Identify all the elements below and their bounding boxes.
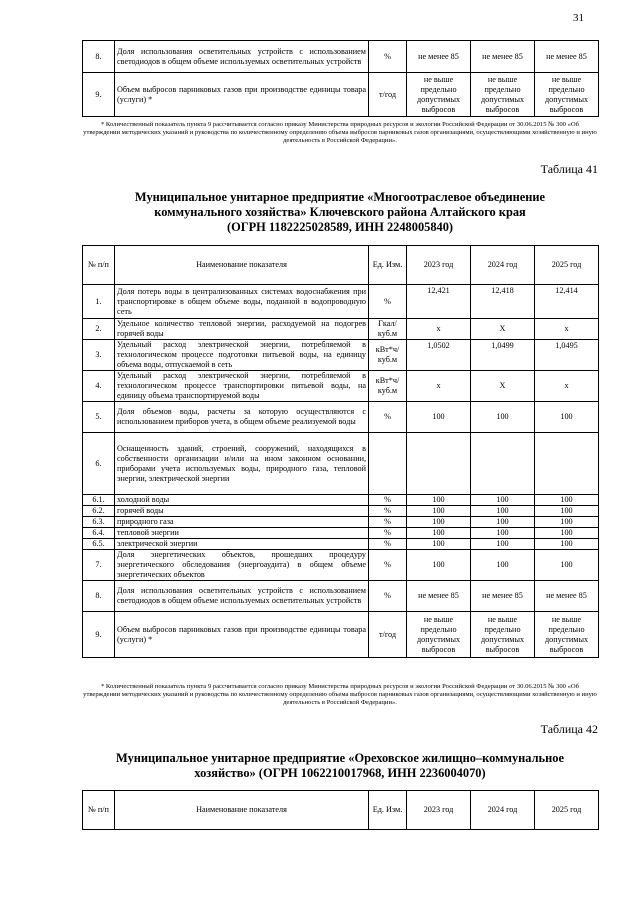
indicator-name: Доля энергетических объектов, прошедших процедуру энергетического обследования (энергоаудита) в общем объеме энергетических объектов: [115, 550, 369, 581]
unit-cell: т/год: [369, 612, 407, 658]
value-2024: 100: [471, 539, 535, 550]
row-number: 2.: [83, 319, 115, 340]
row-number: 6.4.: [83, 528, 115, 539]
table-41-title-line-2: коммунального хозяйства» Ключевского района Алтайского края: [154, 205, 526, 219]
table-41-label: Таблица 41: [540, 162, 598, 176]
row-number: 6.1.: [83, 495, 115, 506]
row-number: 6.2.: [83, 506, 115, 517]
row-number: 4.: [83, 371, 115, 402]
value-2025: не выше предельно допустимых выбросов: [535, 73, 599, 117]
table-row: [83, 41, 599, 73]
value-2023: 100: [407, 528, 471, 539]
table-row: [83, 371, 599, 402]
header-2023: 2023 год: [407, 246, 471, 285]
indicator-name: Объем выбросов парниковых газов при производстве единицы товара (услуги) *: [115, 73, 369, 117]
value-2025: 1,0495: [535, 340, 599, 371]
page-number: 31: [573, 12, 584, 24]
row-number: 3.: [83, 340, 115, 371]
value-2025: 100: [535, 506, 599, 517]
table-row: [83, 285, 599, 319]
table-row: [83, 495, 599, 506]
unit-cell: кВт*ч/ куб.м: [369, 340, 407, 371]
header-name: Наименование показателя: [115, 791, 369, 830]
value-2023: 100: [407, 539, 471, 550]
row-number: 6.: [83, 433, 115, 495]
row-number: 6.3.: [83, 517, 115, 528]
indicator-name: Удельное количество тепловой энергии, расходуемой на подогрев горячей воды: [115, 319, 369, 340]
row-number: 9.: [83, 73, 115, 117]
indicator-name: горячей воды: [115, 506, 369, 517]
table-42-title: [82, 751, 598, 781]
value-2023: 100: [407, 402, 471, 433]
header-name: Наименование показателя: [115, 246, 369, 285]
unit-cell: [369, 433, 407, 495]
indicator-name: Доля использования осветительных устройств с использованием светодиодов в общем объеме используемых осветительных устройств: [115, 581, 369, 612]
value-2024: [471, 433, 535, 495]
indicator-name: Доля объемов воды, расчеты за которую осуществляются с использованием приборов учета, в общем объеме реализуемой воды: [115, 402, 369, 433]
indicator-name: Оснащенность зданий, строений, сооружений, находящихся в собственности организации и/или на ином законном основании, приборами учета используемых воды, природного газа, тепловой энергии, электрической энергии: [115, 433, 369, 495]
header-2025: 2025 год: [535, 791, 599, 830]
header-2024: 2024 год: [471, 791, 535, 830]
value-2024: 100: [471, 528, 535, 539]
header-2024: 2024 год: [471, 246, 535, 285]
value-2023: 1,0502: [407, 340, 471, 371]
table-42-label: Таблица 42: [540, 722, 598, 736]
value-2025: 100: [535, 495, 599, 506]
value-2025: [535, 433, 599, 495]
table-row: [83, 528, 599, 539]
header-num: № п/п: [83, 246, 115, 285]
unit-cell: %: [369, 517, 407, 528]
value-2025: x: [535, 319, 599, 340]
value-2023: 100: [407, 550, 471, 581]
table-42-header-row: [83, 791, 599, 830]
value-2023: не выше предельно допустимых выбросов: [407, 612, 471, 658]
table-row: [83, 433, 599, 495]
unit-cell: %: [369, 41, 407, 73]
unit-cell: %: [369, 495, 407, 506]
row-number: 8.: [83, 581, 115, 612]
row-number: 7.: [83, 550, 115, 581]
value-2024: не менее 85: [471, 581, 535, 612]
value-2024: X: [471, 319, 535, 340]
row-number: 5.: [83, 402, 115, 433]
value-2024: не менее 85: [471, 41, 535, 73]
unit-cell: %: [369, 285, 407, 319]
table-row: [83, 319, 599, 340]
header-unit: Ед. Изм.: [369, 246, 407, 285]
value-2023: 100: [407, 495, 471, 506]
table-41-title-line-3: (ОГРН 1182225028589, ИНН 2248005840): [226, 220, 454, 234]
header-unit: Ед. Изм.: [369, 791, 407, 830]
value-2024: 100: [471, 495, 535, 506]
value-2024: X: [471, 371, 535, 402]
indicator-name: электрической энергии: [115, 539, 369, 550]
value-2025: 100: [535, 528, 599, 539]
indicator-name: тепловой энергии: [115, 528, 369, 539]
value-2025: не менее 85: [535, 581, 599, 612]
value-2023: 100: [407, 517, 471, 528]
unit-cell: %: [369, 550, 407, 581]
top-continuation-table: [82, 40, 599, 117]
indicator-name: холодной воды: [115, 495, 369, 506]
value-2024: 100: [471, 506, 535, 517]
value-2024: 100: [471, 550, 535, 581]
table-row: [83, 506, 599, 517]
indicator-name: Доля потерь воды в централизованных системах водоснабжения при транспортировке в общем объеме воды, поданной в водопроводную сеть: [115, 285, 369, 319]
indicator-name: Объем выбросов парниковых газов при производстве единицы товара (услуги) *: [115, 612, 369, 658]
unit-cell: кВт*ч/ куб.м: [369, 371, 407, 402]
table-row: [83, 550, 599, 581]
unit-cell: %: [369, 528, 407, 539]
unit-cell: %: [369, 539, 407, 550]
row-number: 9.: [83, 612, 115, 658]
table-row: [83, 581, 599, 612]
header-2025: 2025 год: [535, 246, 599, 285]
value-2024: 1,0499: [471, 340, 535, 371]
header-num: № п/п: [83, 791, 115, 830]
value-2025: 100: [535, 517, 599, 528]
table-row: [83, 402, 599, 433]
indicator-name: Доля использования осветительных устройств с использованием светодиодов в общем объеме используемых осветительных устройств: [115, 41, 369, 73]
value-2024: 100: [471, 402, 535, 433]
table-41-title: [82, 190, 598, 235]
unit-cell: %: [369, 402, 407, 433]
row-number: 8.: [83, 41, 115, 73]
value-2024: не выше предельно допустимых выбросов: [471, 612, 535, 658]
table-row: [83, 73, 599, 117]
row-number: 6.5.: [83, 539, 115, 550]
indicator-name: природного газа: [115, 517, 369, 528]
unit-cell: %: [369, 581, 407, 612]
header-2023: 2023 год: [407, 791, 471, 830]
table-row: [83, 340, 599, 371]
value-2025: 100: [535, 539, 599, 550]
table-41-footnote: * Количественный показатель пункта 9 рассчитывается согласно приказу Министерства природных ресурсов и экологии Российской Федерации от 30.06.2015 № 300 «Об утверждении методических указаний и руководства по количественному определению объема выбросов парниковых газов организациями, осуществляющими хозяйственную и иную деятельность в Российской Федерации».: [83, 683, 597, 707]
value-2024: 100: [471, 517, 535, 528]
value-2024: 12,418: [471, 285, 535, 319]
value-2023: 12,421: [407, 285, 471, 319]
value-2023: не менее 85: [407, 41, 471, 73]
top-footnote: * Количественный показатель пункта 9 рассчитывается согласно приказу Министерства природных ресурсов и экологии Российской Федерации от 30.06.2015 № 300 «Об утверждении методических указаний и руководства по количественному определению объема выбросов парниковых газов организациями, осуществляющими хозяйственную и иную деятельность в Российской Федерации».: [83, 121, 597, 145]
table-row: [83, 539, 599, 550]
value-2024: не выше предельно допустимых выбросов: [471, 73, 535, 117]
table-42-title-line-1: Муниципальное унитарное предприятие «Ореховское жилищно–коммунальное: [116, 751, 564, 765]
value-2025: не выше предельно допустимых выбросов: [535, 612, 599, 658]
value-2023: не менее 85: [407, 581, 471, 612]
indicator-name: Удельный расход электрической энергии, потребляемой в технологическом процессе транспортировки питьевой воды, на единицу объема транспортируемой воды: [115, 371, 369, 402]
row-number: 1.: [83, 285, 115, 319]
value-2025: 100: [535, 402, 599, 433]
value-2025: не менее 85: [535, 41, 599, 73]
indicator-name: Удельный расход электрической энергии, потребляемой в технологическом процессе подготовки питьевой воды, на единицу объема воды, отпускаемой в сеть: [115, 340, 369, 371]
table-41: [82, 245, 599, 658]
table-42: [82, 790, 599, 830]
value-2023: не выше предельно допустимых выбросов: [407, 73, 471, 117]
table-41-title-line-1: Муниципальное унитарное предприятие «Многоотраслевое объединение: [134, 190, 546, 204]
value-2025: 100: [535, 550, 599, 581]
table-row: [83, 517, 599, 528]
table-41-header-row: [83, 246, 599, 285]
table-42-title-line-2: хозяйство» (ОГРН 1062210017968, ИНН 2236004070): [194, 766, 486, 780]
unit-cell: Гкал/ куб.м: [369, 319, 407, 340]
unit-cell: т/год: [369, 73, 407, 117]
table-row: [83, 612, 599, 658]
unit-cell: %: [369, 506, 407, 517]
value-2023: [407, 433, 471, 495]
value-2023: x: [407, 371, 471, 402]
value-2023: 100: [407, 506, 471, 517]
value-2023: x: [407, 319, 471, 340]
value-2025: 12,414: [535, 285, 599, 319]
value-2025: x: [535, 371, 599, 402]
